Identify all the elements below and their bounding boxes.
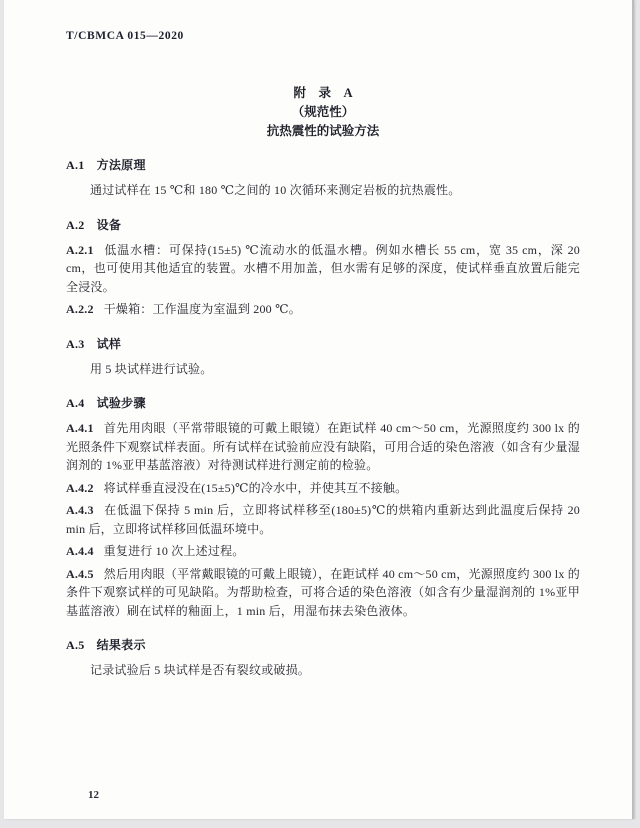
numbered-paragraph — [66, 542, 580, 561]
section-heading-a3 — [66, 335, 580, 352]
section-heading-a4 — [66, 394, 580, 411]
section-title: 试样 — [96, 336, 122, 351]
section-heading-a1 — [66, 156, 580, 173]
section-title: 结果表示 — [96, 638, 146, 652]
numbered-paragraph — [66, 300, 580, 319]
clause-number: A.4.4 — [66, 544, 94, 558]
numbered-paragraph — [66, 565, 580, 621]
section-heading-a2 — [66, 216, 580, 233]
section-heading-a5 — [66, 636, 580, 653]
clause-number: A.4.1 — [66, 421, 94, 435]
clause-text: 然后用肉眼（平常戴眼镜的可戴上眼镜），在距试样 40 cm～50 cm，光源照度约 300 lx 的条件下观察试样的可见缺陷。为帮助检查，可将合适的染色溶液（如含有少量湿润剂的 1%亚甲基蓝溶液）刷在试样的釉面上，1 min 后，用湿布抹去染色液体。 — [66, 566, 580, 618]
section-title: 方法原理 — [96, 158, 146, 172]
document-page — [4, 0, 634, 819]
numbered-paragraph — [66, 241, 580, 297]
clause-number: A.4.5 — [66, 566, 94, 581]
appendix-title: 附 录 A — [293, 86, 353, 100]
section-number: A.2 — [66, 217, 85, 232]
standard-number-header: T/CBMCA 015—2020 — [66, 30, 184, 42]
clause-text: 首先用肉眼（平常带眼镜的可戴上眼镜）在距试样 40 cm～50 cm，光源照度约 300 lx 的光照条件下观察试样表面。所有试样在试验前应没有缺陷，可用合适的染色溶液（如含有少量湿润剂的 1%亚甲基蓝溶液）对待测试样进行测定前的检验。 — [66, 421, 580, 472]
clause-text: 干燥箱：工作温度为室温到 200 ℃。 — [103, 302, 301, 316]
paragraph: 记录试验后 5 块试样是否有裂纹或破损。 — [90, 663, 311, 677]
numbered-paragraph — [66, 419, 580, 475]
clause-text: 重复进行 10 次上述过程。 — [103, 544, 245, 558]
appendix-subject-title: 抗热震性的试验方法 — [266, 124, 380, 138]
section-title: 设备 — [96, 217, 122, 232]
appendix-normative-label: （规范性） — [291, 105, 355, 119]
clause-number: A.4.3 — [66, 503, 94, 517]
numbered-paragraph — [66, 501, 580, 538]
clause-text: 低温水槽：可保持(15±5) ℃流动水的低温水槽。例如水槽长 55 cm，宽 35 cm，深 20 cm，也可使用其他适宜的装置。水槽不用加盖，但水需有足够的深度，使试样垂直放置后能完全浸没。 — [66, 242, 580, 294]
section-number: A.3 — [66, 336, 85, 351]
clause-number: A.2.2 — [66, 302, 94, 316]
section-number: A.1 — [66, 158, 85, 172]
appendix-title-block — [66, 84, 580, 140]
section-title: 试验步骤 — [96, 396, 146, 410]
clause-text: 将试样垂直浸没在(15±5)℃的冷水中，并使其互不接触。 — [103, 480, 408, 495]
section-number: A.4 — [66, 396, 85, 410]
clause-number: A.4.2 — [66, 480, 94, 495]
clause-text: 在低温下保持 5 min 后，立即将试样移至(180±5)℃的烘箱内重新达到此温度后保持 20 min 后，立即将试样移回低温环境中。 — [66, 503, 580, 536]
clause-number: A.2.1 — [66, 242, 94, 257]
page-content — [4, 0, 632, 819]
paragraph: 通过试样在 15 ℃和 180 ℃之间的 10 次循环来测定岩板的抗热震性。 — [90, 183, 461, 197]
page-number: 12 — [88, 789, 99, 801]
section-number: A.5 — [66, 638, 85, 652]
paragraph: 用 5 块试样进行试验。 — [90, 361, 213, 376]
numbered-paragraph — [66, 479, 580, 498]
